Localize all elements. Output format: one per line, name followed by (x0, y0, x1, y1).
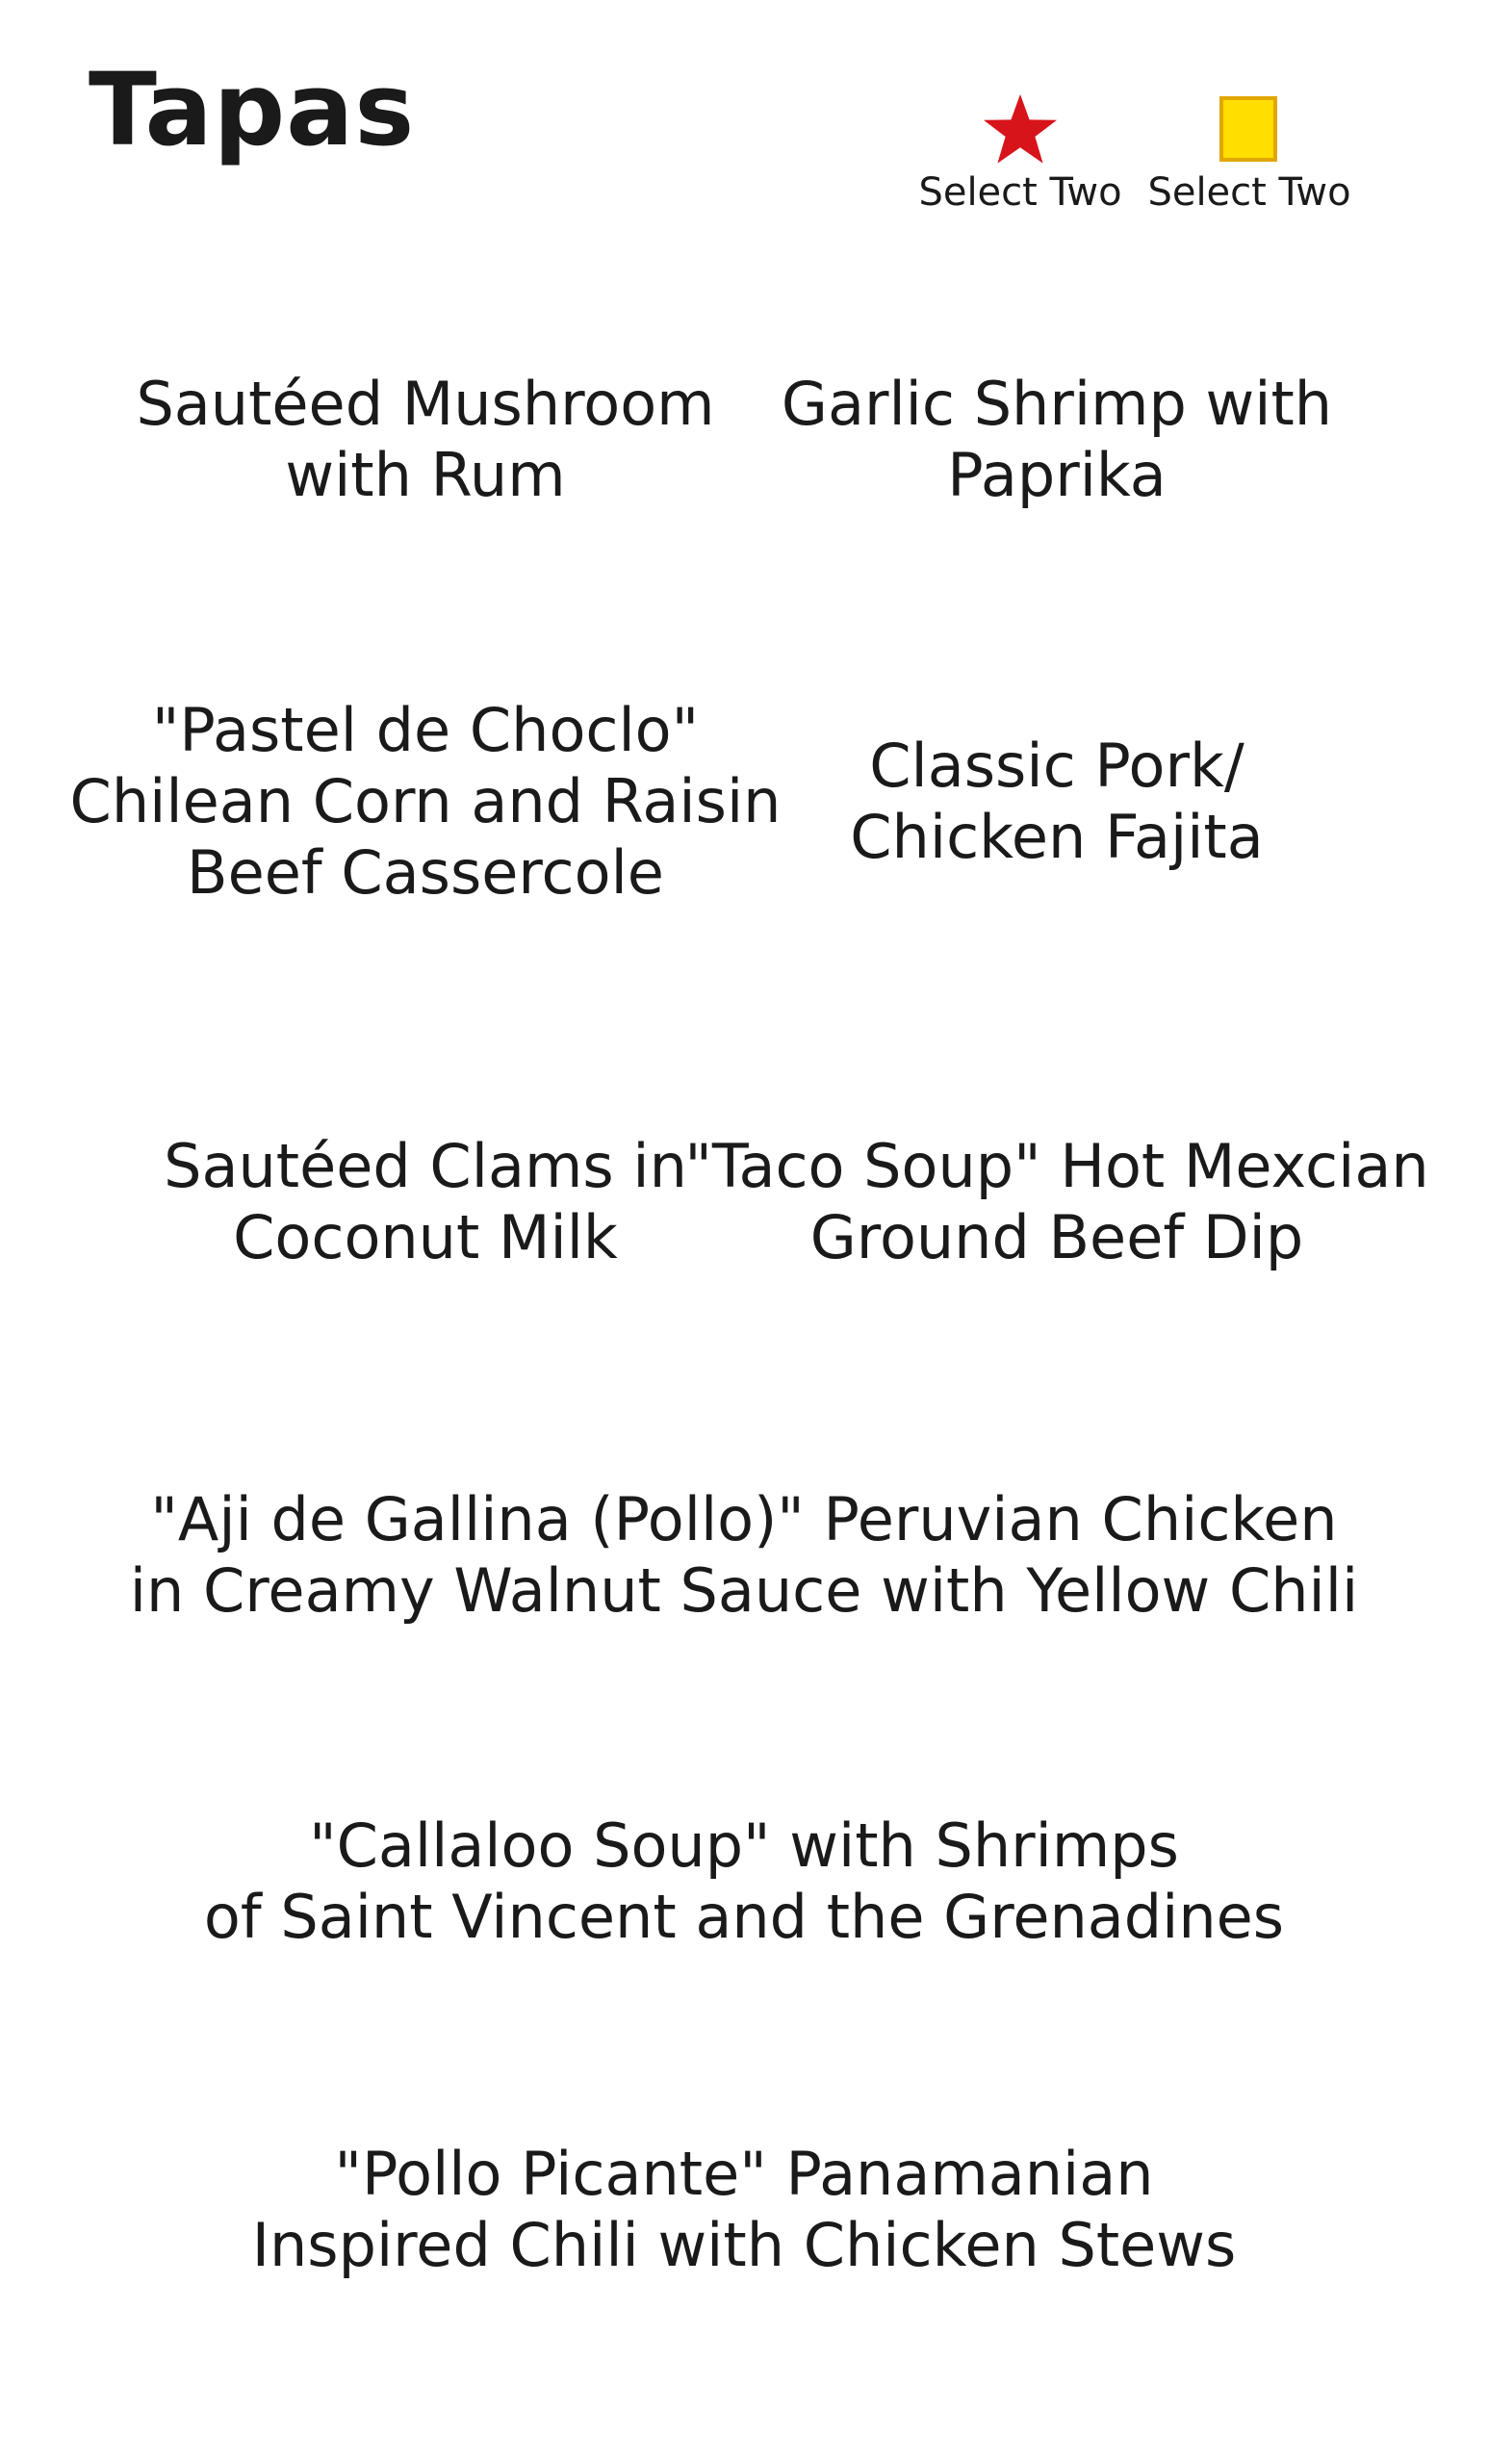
menu-item-line: in Creamy Walnut Sauce with Yellow Chili (129, 1555, 1359, 1626)
menu-item-line: Sautéed Mushroom (136, 369, 715, 439)
menu-item (70, 1484, 1418, 1627)
menu-item-line: Paprika (947, 440, 1167, 510)
page-title: Tapas (89, 51, 416, 168)
menu-item-line: "Aji de Gallina (Pollo)" Peruvian Chicken (150, 1484, 1338, 1554)
legend-label: Select Two (1147, 170, 1351, 215)
menu-item (83, 369, 768, 511)
menu-item-line: Classic Pork/ (869, 731, 1244, 801)
menu-item-line: with Rum (285, 440, 566, 510)
legend-label: Select Two (918, 170, 1122, 215)
menu-item-line: Coconut Milk (233, 1202, 618, 1272)
square-icon (1213, 92, 1286, 166)
menu-item-line: Beef Cassercole (187, 837, 664, 908)
star-icon (982, 92, 1059, 166)
menu-item (684, 1131, 1429, 1273)
menu-item-line: Garlic Shrimp with (781, 369, 1333, 439)
menu-item-line: "Callaloo Soup" with Shrimps (309, 1810, 1179, 1881)
menu-item (70, 2139, 1418, 2281)
menu-item-line: Chilean Corn and Raisin (69, 766, 782, 836)
menu-item (714, 731, 1399, 873)
menu-item-line: "Taco Soup" Hot Mexcian (684, 1131, 1429, 1201)
menu-item (714, 369, 1399, 511)
menu-item-line: Sautéed Clams in (164, 1131, 687, 1201)
menu-item-line: Chicken Fajita (850, 802, 1264, 872)
menu-item-line: "Pollo Picante" Panamanian (334, 2139, 1154, 2209)
menu-item (69, 695, 782, 909)
menu-item-line: "Pastel de Choclo" (151, 695, 700, 765)
legend-item-square (1134, 92, 1365, 215)
menu-item-line: Ground Beef Dip (809, 1202, 1304, 1272)
menu-item (83, 1131, 768, 1273)
menu-item-line: Inspired Chili with Chicken Stews (251, 2210, 1237, 2280)
legend-item-star (905, 92, 1136, 215)
menu-item-line: of Saint Vincent and the Grenadines (203, 1882, 1285, 1952)
menu-item (70, 1810, 1418, 1953)
